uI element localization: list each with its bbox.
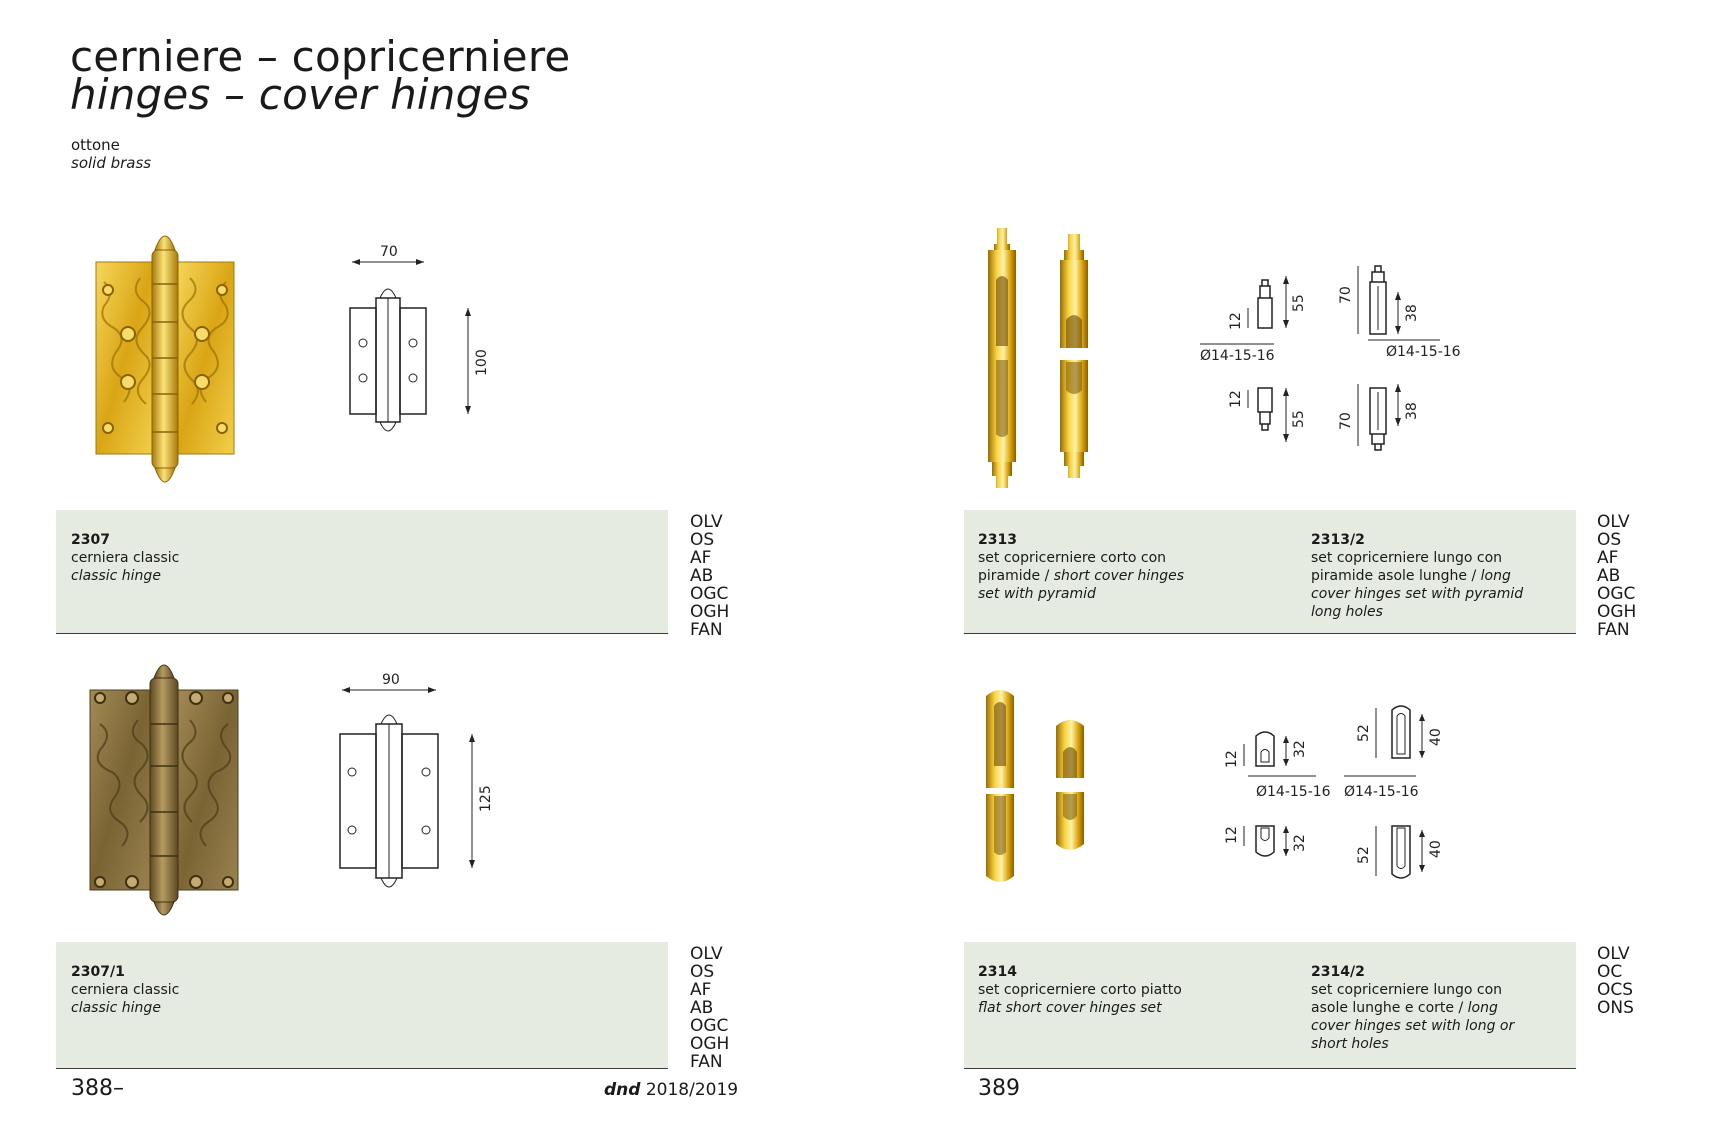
cover-hinge-2314-photo <box>978 686 1098 890</box>
finish-code: AF <box>690 548 712 568</box>
product-2313 <box>978 531 1184 603</box>
title-english: hinges – cover hinges <box>70 70 531 119</box>
dim-2314-dia2: Ø14-15-16 <box>1344 784 1419 800</box>
product-2314 <box>978 963 1182 1017</box>
finish-code: OCS <box>1597 980 1634 1000</box>
product-desc-english: flat short cover hinges set <box>978 1000 1162 1016</box>
dim-2314-d: 40 <box>1428 728 1444 746</box>
dim-2314-b2: 32 <box>1292 834 1308 852</box>
dim-2307-1-width: 90 <box>382 672 400 688</box>
dim-2313-c2: 70 <box>1338 412 1354 430</box>
dim-2314-c: 52 <box>1356 724 1372 742</box>
page-title <box>70 32 571 119</box>
product-name-italian: cerniera classic <box>71 550 180 566</box>
dim-2307-1-height: 125 <box>478 785 494 812</box>
finish-code: AB <box>690 998 714 1018</box>
finish-code: OS <box>1597 530 1622 550</box>
dim-2313-dia: Ø14-15-16 <box>1200 348 1275 364</box>
product-2313-2 <box>1311 531 1523 621</box>
hinge-2307-photo <box>90 222 240 494</box>
finish-code: OGH <box>1597 602 1637 622</box>
cover-hinge-2313-drawing <box>1190 256 1490 456</box>
finish-list-2313 <box>1597 513 1636 639</box>
dim-2314-dia: Ø14-15-16 <box>1256 784 1331 800</box>
product-desc-italian: asole lunghe e corte / <box>1311 1000 1468 1016</box>
product-code: 2307/1 <box>71 964 125 980</box>
product-name-english: classic hinge <box>71 568 161 584</box>
dim-2314-a: 12 <box>1224 750 1240 768</box>
dim-2313-d: 38 <box>1404 304 1420 322</box>
product-desc-english: long <box>1480 568 1511 584</box>
product-desc-italian: piramide asole lunghe / <box>1311 568 1481 584</box>
finish-code: AF <box>690 980 712 1000</box>
product-desc-line1: set copricerniere lungo con <box>1311 550 1503 566</box>
product-desc-line1: set copricerniere lungo con <box>1311 982 1503 998</box>
finish-code: ONS <box>1597 998 1634 1018</box>
brand-logo: dnd <box>604 1080 641 1100</box>
product-code: 2313 <box>978 532 1017 548</box>
finish-code: OLV <box>690 944 723 964</box>
dim-2313-b2: 55 <box>1291 410 1307 428</box>
finish-code: OLV <box>690 512 723 532</box>
product-desc-line1: set copricerniere corto piatto <box>978 982 1182 998</box>
product-name-english: classic hinge <box>71 1000 161 1016</box>
product-desc-english: short cover hinges <box>1053 568 1184 584</box>
finish-code: OGC <box>1597 584 1636 604</box>
finish-code: OGH <box>690 1034 730 1054</box>
material-label <box>71 136 151 172</box>
product-desc-italian: piramide / <box>978 568 1054 584</box>
product-code: 2307 <box>71 532 110 548</box>
page-number-right: 389 <box>978 1076 1020 1101</box>
product-desc-english: long <box>1467 1000 1498 1016</box>
finish-code: OGC <box>690 1016 729 1036</box>
product-desc-english-cont2: long holes <box>1311 604 1383 620</box>
dim-2307-width: 70 <box>380 244 398 260</box>
finish-code: AF <box>1597 548 1619 568</box>
product-desc-english-cont: cover hinges set with pyramid <box>1311 586 1524 602</box>
finish-code: FAN <box>1597 620 1630 640</box>
product-code: 2314 <box>978 964 1017 980</box>
dim-2314-a2: 12 <box>1224 826 1240 844</box>
cover-hinge-2313-photo <box>978 220 1108 496</box>
dim-2313-b: 55 <box>1291 294 1307 312</box>
product-code: 2313/2 <box>1311 532 1365 548</box>
finish-code: FAN <box>690 620 723 640</box>
product-2307 <box>71 531 179 585</box>
finish-code: OGH <box>690 602 730 622</box>
hinge-2307-1-photo <box>88 654 240 924</box>
catalog-year: 2018/2019 <box>645 1080 739 1100</box>
dim-2313-a: 12 <box>1228 312 1244 330</box>
finish-code: AB <box>1597 566 1621 586</box>
finish-code: OS <box>690 530 715 550</box>
finish-code: FAN <box>690 1052 723 1072</box>
dim-2313-dia2: Ø14-15-16 <box>1386 344 1461 360</box>
dim-2313-a2: 12 <box>1228 390 1244 408</box>
product-desc-english-cont: set with pyramid <box>978 586 1096 602</box>
finish-code: AB <box>690 566 714 586</box>
product-code: 2314/2 <box>1311 964 1365 980</box>
finish-list-2307 <box>690 513 729 639</box>
product-desc-english-cont: cover hinges set with long or <box>1311 1018 1515 1034</box>
dim-2307-height: 100 <box>474 349 490 376</box>
finish-code: OGC <box>690 584 729 604</box>
finish-code: OLV <box>1597 944 1630 964</box>
material-english: solid brass <box>71 154 152 172</box>
cover-hinge-2314-drawing <box>1200 696 1460 886</box>
hinge-2307-1-drawing <box>330 666 500 898</box>
product-2307-1 <box>71 963 179 1017</box>
hinge-2307-drawing <box>340 238 500 458</box>
page-number-left: 388– <box>71 1076 124 1101</box>
product-desc-line1: set copricerniere corto con <box>978 550 1167 566</box>
product-2314-2 <box>1311 963 1514 1053</box>
product-desc-english-cont2: short holes <box>1311 1036 1389 1052</box>
material-italian: ottone <box>71 136 120 154</box>
dim-2314-c2: 52 <box>1356 846 1372 864</box>
title-italian: cerniere – copricerniere <box>70 32 571 81</box>
dim-2313-d2: 38 <box>1404 402 1420 420</box>
finish-code: OS <box>690 962 715 982</box>
product-name-italian: cerniera classic <box>71 982 180 998</box>
dim-2313-c: 70 <box>1338 286 1354 304</box>
dim-2314-b: 32 <box>1292 740 1308 758</box>
finish-list-2314 <box>1597 945 1634 1017</box>
finish-list-2307-1 <box>690 945 729 1071</box>
finish-code: OLV <box>1597 512 1630 532</box>
dim-2314-d2: 40 <box>1428 840 1444 858</box>
brand-footer <box>604 1080 738 1100</box>
finish-code: OC <box>1597 962 1623 982</box>
